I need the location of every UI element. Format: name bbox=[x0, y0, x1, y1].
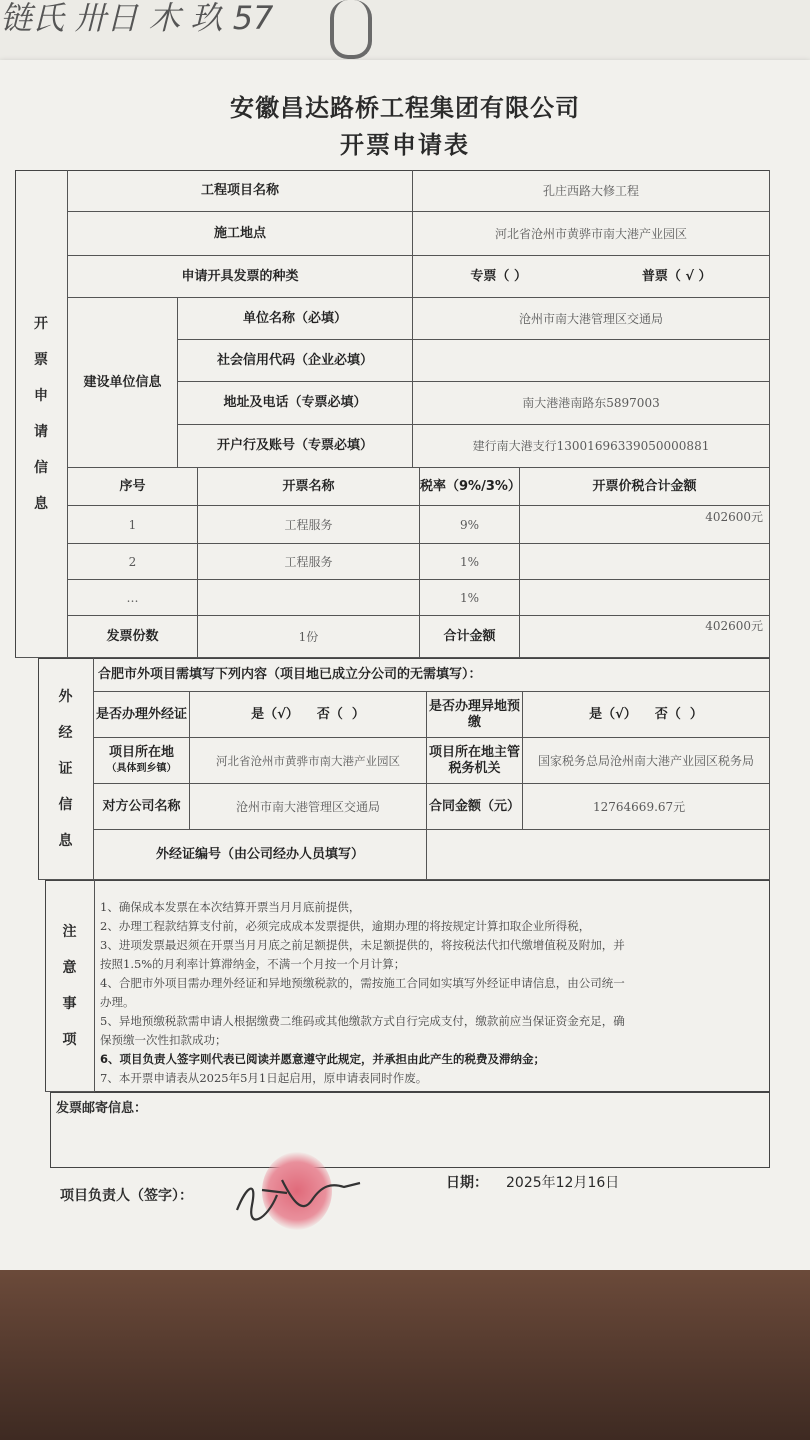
external-notice: 合肥市外项目需填写下列内容（项目地已成立分公司的无需填写）： bbox=[94, 658, 770, 692]
contract-amount-label: 合同金额（元） bbox=[427, 784, 523, 830]
items-header-rate: 税率（9%/3%） bbox=[420, 468, 520, 506]
notes-list bbox=[100, 898, 765, 1088]
items-row-name: 工程服务 bbox=[198, 544, 420, 580]
tax-office-label: 项目所在地主管税务机关 bbox=[427, 738, 523, 784]
date-label: 日期： bbox=[446, 1175, 488, 1191]
tax-office-value: 国家税务总局沧州南大港产业园区税务局 bbox=[523, 738, 770, 784]
items-row-no: … bbox=[68, 580, 198, 616]
note-item: 2、办理工程款结算支付前，必须完成成本发票提供，逾期办理的将按规定计算扣取企业所得税， bbox=[100, 919, 591, 933]
cert-question-value: 是（√） 否（ ） bbox=[190, 692, 427, 738]
special-invoice-option: 专票（ ） bbox=[470, 268, 527, 284]
credit-code-label: 社会信用代码（企业必填） bbox=[178, 340, 413, 382]
credit-code-value bbox=[413, 340, 770, 382]
items-row-name bbox=[198, 580, 420, 616]
cert-question-label: 是否办理外经证 bbox=[94, 692, 190, 738]
unit-name-value: 沧州市南大港管理区交通局 bbox=[413, 298, 770, 340]
counterparty-value: 沧州市南大港管理区交通局 bbox=[190, 784, 427, 830]
date-value: 2025年12月16日 bbox=[506, 1175, 620, 1191]
prepay-question-value: 是（√） 否（ ） bbox=[523, 692, 770, 738]
total-value: 402600元 bbox=[520, 616, 770, 658]
cert-number-value bbox=[427, 830, 770, 880]
counterparty-label: 对方公司名称 bbox=[94, 784, 190, 830]
bank-value: 建行南大港支行13001696339050000881 bbox=[413, 425, 770, 468]
invoice-type-label: 申请开具发票的种类 bbox=[68, 256, 413, 298]
location-value: 河北省沧州市黄骅市南大港产业园区 bbox=[190, 738, 427, 784]
builder-info-label: 建设单位信息 bbox=[68, 298, 178, 468]
company-title: 安徽昌达路桥工程集团有限公司 bbox=[230, 94, 580, 122]
binder-ring bbox=[330, 0, 372, 59]
items-row-no: 2 bbox=[68, 544, 198, 580]
items-row-amount bbox=[520, 544, 770, 580]
items-row-rate: 1% bbox=[420, 580, 520, 616]
note-item: 办理。 bbox=[100, 995, 135, 1009]
notes-label: 注 意 事 项 bbox=[45, 880, 95, 1092]
items-row-amount bbox=[520, 580, 770, 616]
prepay-question-label: 是否办理异地预缴 bbox=[427, 692, 523, 738]
invoice-type-value bbox=[413, 256, 770, 298]
items-header-name: 开票名称 bbox=[198, 468, 420, 506]
handwritten-note: 链氏 卅日 木 玖 57 bbox=[0, 0, 274, 37]
note-item: 4、合肥市外项目需办理外经证和异地预缴税款的，需按施工合同如实填写外经证申请信息，由公司统一 bbox=[100, 976, 625, 990]
contract-amount-value: 12764669.67元 bbox=[523, 784, 770, 830]
table-surface bbox=[0, 1270, 810, 1440]
external-cert-label: 外 经 证 信 息 bbox=[38, 658, 94, 880]
copies-label: 发票份数 bbox=[68, 616, 198, 658]
site-value: 河北省沧州市黄骅市南大港产业园区 bbox=[413, 212, 770, 256]
items-header-no: 序号 bbox=[68, 468, 198, 506]
items-row-amount: 402600元 bbox=[520, 506, 770, 544]
bank-label: 开户行及账号（专票必填） bbox=[178, 425, 413, 468]
total-label: 合计金额 bbox=[420, 616, 520, 658]
items-row-name: 工程服务 bbox=[198, 506, 420, 544]
note-item: 按照1.5%的月利率计算滞纳金，不满一个月按一个月计算； bbox=[100, 957, 406, 971]
items-header-amount: 开票价税合计金额 bbox=[520, 468, 770, 506]
note-item: 6、项目负责人签字则代表已阅读并愿意遵守此规定，并承担由此产生的税费及滞纳金； bbox=[100, 1052, 545, 1066]
project-name-label: 工程项目名称 bbox=[68, 170, 413, 212]
note-item: 1、确保成本发票在本次结算开票当月月底前提供， bbox=[100, 900, 361, 914]
items-row-rate: 1% bbox=[420, 544, 520, 580]
unit-name-label: 单位名称（必填） bbox=[178, 298, 413, 340]
items-row-rate: 9% bbox=[420, 506, 520, 544]
note-item: 保预缴一次性扣款成功； bbox=[100, 1033, 227, 1047]
address-value: 南大港港南路东5897003 bbox=[413, 382, 770, 425]
invoice-section-label: 开 票 申 请 信 息 bbox=[15, 170, 68, 658]
project-name-value: 孔庄西路大修工程 bbox=[413, 170, 770, 212]
note-item: 3、进项发票最迟须在开票当月月底之前足额提供，未足额提供的，将按税法代扣代缴增值税及附加，并 bbox=[100, 938, 625, 952]
items-row-no: 1 bbox=[68, 506, 198, 544]
mailing-label: 发票邮寄信息： bbox=[56, 1101, 148, 1116]
note-item: 7、本开票申请表从2025年5月1日起启用，原申请表同时作废。 bbox=[100, 1071, 428, 1085]
address-label: 地址及电话（专票必填） bbox=[178, 382, 413, 425]
signature bbox=[232, 1165, 372, 1225]
signer-label: 项目负责人（签字）： bbox=[60, 1188, 193, 1204]
note-item: 5、异地预缴税款需申请人根据缴费二维码或其他缴款方式自行完成支付，缴款前应当保证资金充足，确 bbox=[100, 1014, 625, 1028]
site-label: 施工地点 bbox=[68, 212, 413, 256]
form-title: 开票申请表 bbox=[340, 131, 470, 159]
mailing-section bbox=[50, 1092, 770, 1168]
copies-value: 1份 bbox=[198, 616, 420, 658]
cert-number-label: 外经证编号（由公司经办人员填写） bbox=[94, 830, 427, 880]
normal-invoice-option: 普票（ √ ） bbox=[641, 268, 712, 284]
location-label: 项目所在地 （具体到乡镇） bbox=[94, 738, 190, 784]
